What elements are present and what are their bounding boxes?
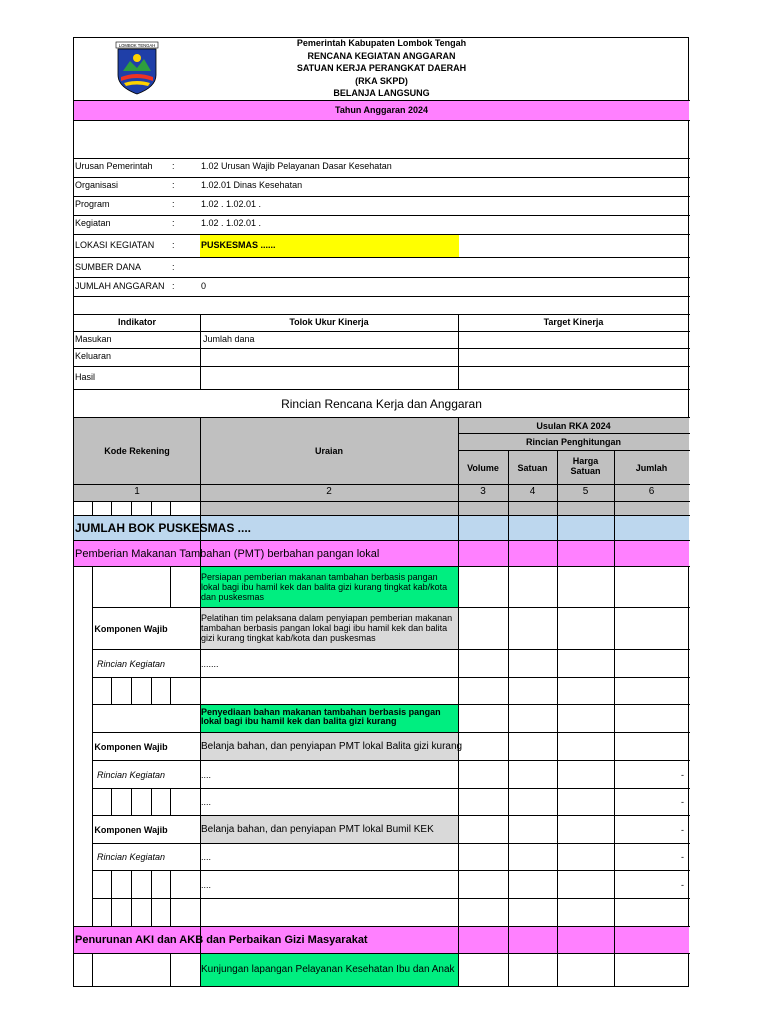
dots-4: .... <box>201 852 212 862</box>
rincian-title: Rincian Rencana Kerja dan Anggaran <box>281 396 482 411</box>
belanja2-text: Belanja bahan, dan penyiapan PMT lokal Bumil KEK <box>201 824 434 835</box>
logo-text: LOMBOK TENGAH <box>118 42 156 48</box>
harga-label: Harga <box>572 456 599 466</box>
kunjungan-label <box>201 954 455 984</box>
usulan-header: Usulan RKA 2024 <box>536 420 611 431</box>
col-num-2: 2 <box>326 486 332 497</box>
volume-header: Volume <box>467 462 499 473</box>
info-sep-urusan: : <box>172 161 175 171</box>
info-value-program: 1.02 . 1.02.01 . <box>201 199 262 209</box>
col-num-1: 1 <box>134 486 140 497</box>
satuan-label: Satuan <box>570 466 601 476</box>
header-line-2: RENCANA KEGIATAN ANGGARAN <box>307 50 456 61</box>
header-line-3: SATUAN KERJA PERANGKAT DAERAH <box>296 63 467 73</box>
info-sep-organisasi: : <box>172 180 175 190</box>
rincian-title-row <box>74 390 689 417</box>
header-line-4: (RKA SKPD) <box>355 75 408 86</box>
aki-text: Penurunan AKI dan AKB dan Perbaikan Gizi Masyarakat <box>75 933 368 946</box>
table-head-white-gap <box>74 501 201 515</box>
col-num-5: 5 <box>582 486 589 497</box>
rincian-penghitungan-header: Rincian Penghitungan <box>525 437 621 447</box>
info-sep-sumber-dana: : <box>172 262 175 272</box>
belanja1-text: Belanja bahan, dan penyiapan PMT lokal Balita gizi kurang <box>201 741 463 752</box>
info-sep-lokasi: : <box>172 240 175 250</box>
jumlah-bok-text: JUMLAH BOK PUSKESMAS .... <box>75 521 252 535</box>
dash-2: - <box>681 797 684 807</box>
rincian-kegiatan-2: Rincian Kegiatan <box>96 769 166 780</box>
belanja1-label <box>201 733 462 760</box>
indikator-keluaran: Keluaran <box>75 351 112 361</box>
tahun-anggaran: Tahun Anggaran 2024 <box>334 105 429 115</box>
pmt-label <box>75 541 379 566</box>
report-header <box>73 38 690 99</box>
penyediaan-text: Penyediaan bahan makanan tambahan berbasis pangan lokal bagi ibu hamil kek dan balita gizi kurang <box>201 707 441 726</box>
info-value-jumlah-anggaran: 0 <box>201 281 207 291</box>
rincian-kegiatan-1: Rincian Kegiatan <box>96 658 166 669</box>
info-value-kegiatan: 1.02 . 1.02.01 . <box>201 218 262 228</box>
pmt-text: Pemberian Makanan Tambahan (PMT) berbahan pangan lokal <box>75 547 380 560</box>
info-value-organisasi: 1.02.01 Dinas Kesehatan <box>201 180 303 190</box>
indikator-hasil: Hasil <box>75 372 96 382</box>
komponen-wajib-2: Komponen Wajib <box>94 741 168 752</box>
pelatihan-text: Pelatihan tim pelaksana dalam penyiapan pemberian makanan tambahan berbasis pangan lokal bagi ibu hamil kek dan balita gizi kurang tingkat kab/kota dan puskesmas <box>201 613 453 643</box>
dots-1: ....... <box>201 658 219 669</box>
komponen-wajib-3: Komponen Wajib <box>94 824 168 835</box>
target-kinerja-header: Target Kinerja <box>543 317 604 327</box>
info-label-kegiatan: Kegiatan <box>75 218 111 228</box>
col-num-3: 3 <box>480 486 486 497</box>
jumlah-bok-label <box>75 516 251 540</box>
col-num-4: 4 <box>529 486 536 497</box>
indikator-header: Indikator <box>117 317 156 327</box>
indikator-masukan: Masukan <box>75 334 112 344</box>
dash-4: - <box>681 852 684 862</box>
header-line-1: Pemerintah Kabupaten Lombok Tengah <box>296 38 467 48</box>
info-sep-jumlah-anggaran: : <box>172 281 175 291</box>
jumlah-header: Jumlah <box>635 462 668 473</box>
dots-3: .... <box>201 797 212 807</box>
kunjungan-text: Kunjungan lapangan Pelayanan Kesehatan Ibu dan Anak <box>201 963 455 975</box>
col-num-6: 6 <box>648 486 655 497</box>
info-label-sumber-dana: SUMBER DANA <box>75 262 142 272</box>
dash-3: - <box>681 824 684 835</box>
dash-5: - <box>681 879 684 890</box>
info-sep-program: : <box>172 199 175 209</box>
info-label-organisasi: Organisasi <box>75 180 119 190</box>
pmt-item1-text: Persiapan pemberian makanan tambahan berbasis pangan lokal bagi ibu hamil kek dan balita gizi kurang tingkat kab/kota dan puskesmas <box>201 572 448 602</box>
info-value-urusan: 1.02 Urusan Wajib Pelayanan Dasar Kesehatan <box>201 161 392 171</box>
info-value-lokasi: PUSKESMAS ...... <box>201 240 276 250</box>
uraian-header: Uraian <box>314 446 343 456</box>
rincian-kegiatan-3: Rincian Kegiatan <box>96 852 166 862</box>
kode-rekening-header: Kode Rekening <box>104 446 170 456</box>
info-sep-kegiatan: : <box>172 218 175 228</box>
dash-1: - <box>681 769 684 780</box>
header-line-5: BELANJA LANGSUNG <box>333 88 430 98</box>
dots-5: .... <box>201 879 212 890</box>
dots-2: .... <box>201 769 212 780</box>
tolok-ukur-header: Tolok Ukur Kinerja <box>289 317 369 327</box>
harga-satuan-header <box>557 456 614 476</box>
aki-label <box>75 926 368 953</box>
info-label-urusan: Urusan Pemerintah <box>75 161 153 171</box>
tahun-anggaran-band <box>74 100 689 120</box>
info-label-jumlah-anggaran: JUMLAH ANGGARAN <box>75 281 165 291</box>
tolok-masukan: Jumlah dana <box>203 334 255 344</box>
satuan-header: Satuan <box>517 462 548 473</box>
belanja2-label <box>201 816 434 843</box>
info-label-lokasi: LOKASI KEGIATAN <box>75 240 155 250</box>
info-label-program: Program <box>75 199 110 209</box>
komponen-wajib-1: Komponen Wajib <box>94 623 168 634</box>
